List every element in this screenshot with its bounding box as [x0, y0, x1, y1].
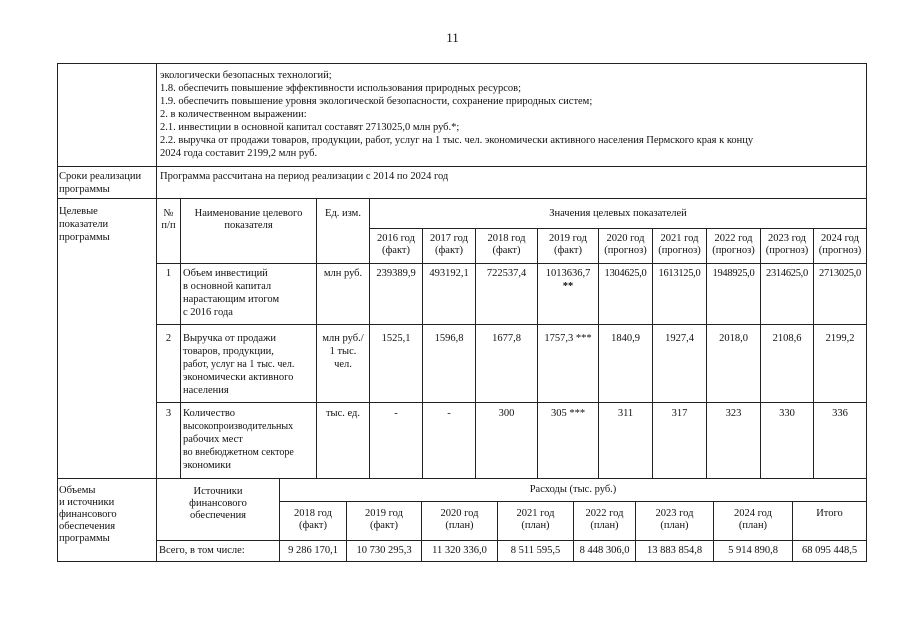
- finance-year-label: 2024 год: [734, 508, 772, 519]
- row-value: 1927,4: [665, 333, 694, 344]
- targets-label: программы: [59, 232, 110, 243]
- row-unit: млн руб.: [323, 268, 363, 279]
- row-unit: тыс. ед.: [325, 408, 361, 419]
- finance-year-sub: (план): [445, 520, 474, 531]
- top-text-line: экологически безопасных технологий;: [160, 70, 332, 81]
- year-label: 2023 год: [768, 233, 806, 244]
- finance-total-value: 10 730 295,3: [356, 545, 412, 556]
- row-name: с 2016 года: [183, 307, 233, 318]
- finance-year-sub: (план): [590, 520, 619, 531]
- col-num-label: п/п: [161, 220, 176, 231]
- finance-total-value: 9 286 170,1: [288, 545, 338, 556]
- year-sub: (прогноз): [712, 245, 755, 256]
- year-sub: (прогноз): [604, 245, 647, 256]
- row-name: экономически активного: [183, 372, 294, 383]
- row-value: 1525,1: [381, 333, 411, 344]
- row-name: товаров, продукции,: [183, 346, 274, 357]
- row-name: населения: [183, 385, 229, 396]
- row-value: 2108,6: [772, 333, 802, 344]
- finance-year-sub: (факт): [298, 520, 327, 531]
- finance-expenses-label: Расходы (тыс. руб.): [529, 484, 617, 495]
- targets-label: показатели: [59, 219, 109, 230]
- row-name: во внебюджетном секторе: [183, 447, 294, 458]
- year-sub: (факт): [492, 245, 521, 256]
- finance-label: и источники: [59, 497, 115, 508]
- row-value: 1613125,0: [658, 268, 701, 279]
- year-label: 2019 год: [549, 233, 587, 244]
- row-value: 305 ***: [550, 408, 586, 419]
- row-value: -: [394, 408, 398, 419]
- row-value: 311: [617, 408, 634, 419]
- row-value: 2314625,0: [766, 268, 808, 279]
- row-unit: 1 тыс.: [329, 346, 357, 357]
- year-label: 2017 год: [430, 233, 468, 244]
- finance-total-value: 68 095 448,5: [801, 545, 858, 556]
- top-text-line: 2.1. инвестиции в основной капитал составят 2713025,0 млн руб.*;: [160, 122, 460, 133]
- finance-year-sub: (план): [521, 520, 550, 531]
- row-note: **: [562, 281, 574, 292]
- year-label: 2024 год: [821, 233, 859, 244]
- row-value: 317: [671, 408, 688, 419]
- row-value: 493192,1: [429, 268, 469, 279]
- row-name: экономики: [183, 460, 231, 471]
- finance-year-sub: (факт): [369, 520, 398, 531]
- row-value: 1840,9: [611, 333, 640, 344]
- row-value: 2713025,0: [819, 268, 861, 279]
- row-value: 239389,9: [376, 268, 416, 279]
- finance-label: финансового: [59, 509, 117, 520]
- row-value: 323: [725, 408, 742, 419]
- row-number: 3: [165, 408, 172, 419]
- targets-label: Целевые: [59, 206, 98, 217]
- col-unit-label: Ед. изм.: [325, 208, 361, 219]
- col-name-label: показателя: [224, 220, 273, 231]
- row-value: 1757,3 ***: [544, 333, 592, 344]
- row-name: нарастающим итогом: [183, 294, 280, 305]
- top-text-line: 2024 года составит 2199,2 млн руб.: [160, 148, 318, 159]
- finance-year-sub: (план): [738, 520, 768, 531]
- row-value: 330: [779, 408, 795, 419]
- finance-total-row-label: Всего, в том числе:: [159, 545, 245, 556]
- finance-total-label: Итого: [816, 508, 843, 519]
- row-value: 300: [498, 408, 515, 419]
- row-value: 2199,2: [825, 333, 855, 344]
- top-row-left-cell: [57, 63, 157, 167]
- row-name: в основной капитал: [183, 281, 272, 292]
- page-number: 11: [446, 30, 459, 45]
- row-value: 1948925,0: [712, 268, 755, 279]
- finance-label: Объемы: [59, 485, 96, 496]
- finance-total-header: [792, 501, 867, 541]
- finance-label: обеспечения: [59, 521, 116, 532]
- finance-year-label: 2022 год: [585, 508, 624, 519]
- row-name: Выручка от продажи: [183, 333, 276, 344]
- col-num-label: №: [163, 208, 174, 219]
- finance-year-sub: (план): [660, 520, 689, 531]
- top-text-line: 1.9. обеспечить повышение уровня экологической безопасности, сохранение природных систем;: [160, 96, 593, 107]
- year-label: 2020 год: [606, 233, 645, 244]
- year-label: 2021 год: [660, 233, 699, 244]
- terms-label: Сроки реализации: [59, 171, 142, 182]
- finance-year-label: 2019 год: [365, 508, 403, 519]
- year-label: 2022 год: [714, 233, 753, 244]
- row-number: 1: [165, 268, 172, 279]
- top-text-line: 2. в количественном выражении:: [160, 109, 307, 120]
- year-sub: (факт): [381, 245, 410, 256]
- row-value: 1013636,7: [545, 268, 591, 279]
- row-value: 1596,8: [434, 333, 464, 344]
- row-name: высокопроизводительных: [183, 421, 294, 432]
- row-name: Объем инвестиций: [183, 268, 268, 279]
- year-sub: (прогноз): [818, 245, 862, 256]
- terms-text: Программа рассчитана на период реализации с 2014 по 2024 год: [160, 171, 449, 182]
- col-values-label: Значения целевых показателей: [549, 208, 687, 219]
- row-value: 722537,4: [486, 268, 527, 279]
- row-number: 2: [165, 333, 172, 344]
- finance-total-value: 5 914 890,8: [728, 545, 778, 556]
- finance-sources-label: финансового: [189, 498, 247, 509]
- col-name-label: Наименование целевого: [194, 208, 303, 219]
- row-name: работ, услуг на 1 тыс. чел.: [183, 359, 295, 370]
- row-value: 1677,8: [492, 333, 521, 344]
- year-sub: (прогноз): [658, 245, 701, 256]
- year-sub: (факт): [553, 245, 582, 256]
- top-text-line: 1.8. обеспечить повышение эффективности использования природных ресурсов;: [160, 83, 521, 94]
- finance-total-value: 13 883 854,8: [646, 545, 703, 556]
- finance-total-value: 8 511 595,5: [510, 545, 561, 556]
- year-label: 2018 год: [487, 233, 526, 244]
- row-unit: млн руб./: [322, 333, 364, 344]
- finance-year-label: 2018 год: [294, 508, 332, 519]
- finance-year-label: 2021 год: [516, 508, 555, 519]
- finance-total-value: 8 448 306,0: [579, 545, 630, 556]
- finance-sources-label: Источники: [193, 486, 243, 497]
- terms-label: программы: [59, 184, 110, 195]
- year-label: 2016 год: [377, 233, 415, 244]
- row-value: 1304625,0: [604, 268, 647, 279]
- finance-year-label: 2023 год: [655, 508, 694, 519]
- row-value: 336: [832, 408, 848, 419]
- finance-total-value: 11 320 336,0: [432, 545, 487, 556]
- row-value: 2018,0: [719, 333, 748, 344]
- row-name: рабочих мест: [183, 434, 243, 445]
- row-value: -: [447, 408, 451, 419]
- row-name: Количество: [183, 408, 236, 419]
- row-unit: чел.: [334, 359, 352, 370]
- finance-sources-label: обеспечения: [189, 510, 247, 521]
- finance-label: программы: [59, 533, 110, 544]
- year-sub: (факт): [434, 245, 463, 256]
- finance-year-label: 2020 год: [440, 508, 479, 519]
- year-sub: (прогноз): [765, 245, 809, 256]
- top-text-line: 2.2. выручка от продажи товаров, продукции, работ, услуг на 1 тыс. чел. экономически активного населения Пермского края к концу: [160, 135, 754, 146]
